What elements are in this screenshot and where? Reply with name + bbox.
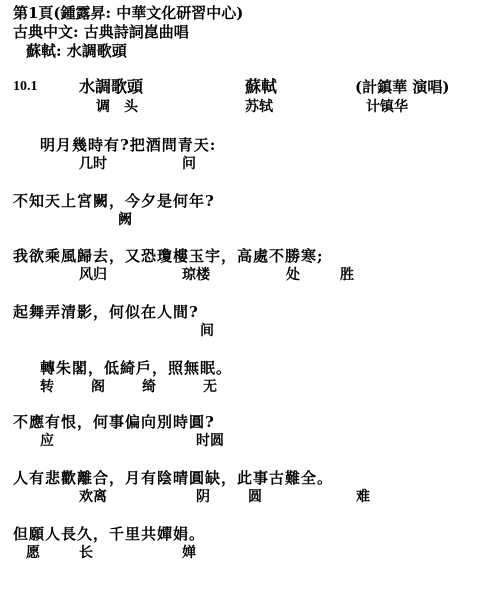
lyric-line-8: 但願人長久，千里共嬋娟。 — [13, 525, 206, 543]
simplified-note: 问 — [182, 156, 196, 172]
lyric-line-2: 不知天上宮闕，今夕是何年? — [13, 192, 215, 210]
song-performer: (計鎮華 演唱) — [355, 78, 450, 96]
simplified-note: 欢离 — [79, 489, 107, 505]
lyric-line-1: 明月幾時有?把酒問青天: — [40, 136, 217, 154]
page-header-source: 第1頁(鍾露昇: 中華文化研習中心) — [13, 4, 244, 22]
song-title-simplified: 调 头 — [96, 99, 138, 115]
simplified-note: 风归 — [79, 267, 107, 283]
simplified-note: 圆 — [248, 489, 262, 505]
simplified-note: 阁 — [91, 379, 105, 395]
simplified-note: 转 — [40, 379, 54, 395]
song-title: 水調歌頭 — [79, 77, 144, 96]
lyric-line-6: 不應有恨，何事偏向別時圓? — [13, 413, 215, 431]
page-header-topic: 蘇軾: 水調歌頭 — [26, 42, 127, 60]
song-author: 蘇軾 — [245, 77, 278, 96]
simplified-note: 愿 — [26, 545, 40, 561]
simplified-note: 胜 — [340, 267, 354, 283]
simplified-note: 阙 — [118, 212, 132, 228]
song-performer-simplified: 计镇华 — [366, 99, 408, 115]
simplified-note: 长 — [79, 545, 93, 561]
simplified-note: 阴 — [196, 489, 210, 505]
lyric-line-3: 我欲乘風歸去，又恐瓊樓玉宇，高處不勝寒; — [13, 247, 324, 265]
lyric-line-7: 人有悲歡離合，月有陰晴圓缺，此事古難全。 — [13, 469, 334, 487]
simplified-note: 无 — [203, 379, 217, 395]
simplified-note: 应 — [40, 433, 54, 449]
song-author-simplified: 苏轼 — [245, 99, 273, 115]
lyric-line-5: 轉朱閣，低綺戶，照無眠。 — [40, 359, 233, 377]
simplified-note: 时圆 — [196, 433, 224, 449]
simplified-note: 婵 — [182, 545, 196, 561]
page-header-course: 古典中文: 古典詩詞崑曲唱 — [13, 23, 189, 41]
simplified-note: 难 — [356, 489, 370, 505]
song-number: 10.1 — [13, 79, 38, 94]
simplified-note: 处 — [286, 267, 300, 283]
simplified-note: 几时 — [79, 156, 107, 172]
simplified-note: 琼楼 — [182, 267, 210, 283]
simplified-note: 间 — [200, 323, 214, 339]
simplified-note: 绮 — [142, 379, 156, 395]
lyric-line-4: 起舞弄清影，何似在人間? — [13, 303, 199, 321]
